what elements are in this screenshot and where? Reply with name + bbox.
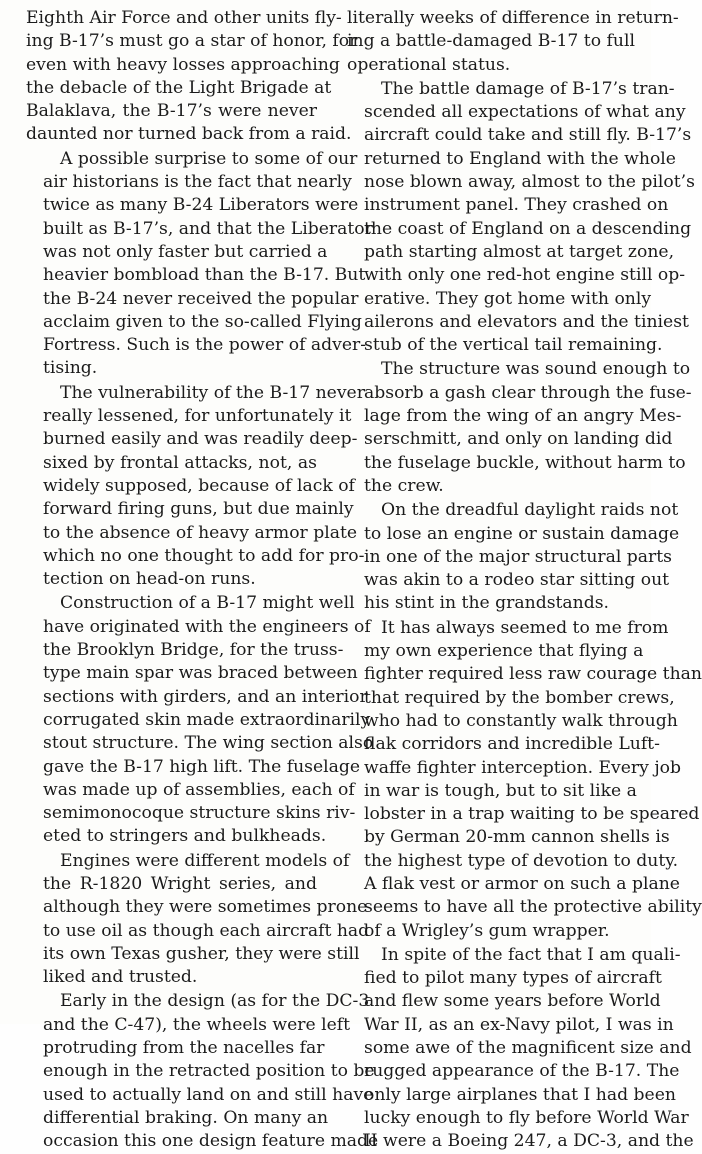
text-line: have originated with the engineers of bbox=[43, 616, 371, 637]
text-line: which no one thought to add for pro- bbox=[43, 545, 365, 566]
text-line: The battle damage of B-17’s tran- bbox=[381, 78, 675, 99]
text-line: eted to stringers and bulkheads. bbox=[43, 826, 327, 847]
text-line: II were a Boeing 247, a DC-3, and the bbox=[364, 1131, 694, 1152]
text-line: aircraft could take and still fly. B-17’s bbox=[364, 125, 692, 146]
text-line: operational status. bbox=[347, 54, 511, 75]
text-line: instrument panel. They crashed on bbox=[364, 195, 669, 216]
paragraph bbox=[26, 850, 370, 990]
paragraph bbox=[347, 358, 692, 498]
text-line: On the dreadful daylight raids not bbox=[381, 500, 679, 521]
text-line: forward firing guns, but due mainly bbox=[43, 499, 354, 520]
text-line: even with heavy losses approaching bbox=[26, 54, 340, 75]
text-line: War II, as an ex-Navy pilot, I was in bbox=[364, 1014, 674, 1035]
text-line: was made up of assemblies, each of bbox=[43, 779, 355, 800]
text-line: the crew. bbox=[364, 475, 444, 496]
text-line: built as B-17’s, and that the Liberator bbox=[43, 218, 373, 239]
text-line: really lessened, for unfortunately it bbox=[43, 406, 352, 427]
text-line: lucky enough to fly before World War bbox=[364, 1107, 689, 1128]
text-line: tising. bbox=[43, 358, 98, 379]
text-line: The vulnerability of the B-17 never bbox=[60, 382, 365, 403]
text-line: erative. They got home with only bbox=[364, 288, 652, 309]
text-line: tection on head-on runs. bbox=[43, 569, 256, 590]
paragraph bbox=[26, 148, 373, 381]
text-line: rugged appearance of the B-17. The bbox=[364, 1061, 680, 1082]
text-line: with only one red-hot engine still op- bbox=[364, 265, 686, 286]
text-line: returned to England with the whole bbox=[364, 148, 676, 169]
text-line: by German 20-mm cannon shells is bbox=[364, 827, 670, 848]
text-line: the B-24 never received the popular bbox=[43, 288, 359, 309]
text-line: to lose an engine or sustain damage bbox=[364, 523, 680, 544]
text-line: burned easily and was readily deep- bbox=[43, 429, 358, 450]
text-line: lage from the wing of an angry Mes- bbox=[364, 406, 682, 427]
paragraph bbox=[347, 944, 694, 1154]
text-line: ing a battle-damaged B-17 to full bbox=[347, 31, 635, 52]
text-line: the Brooklyn Bridge, for the truss- bbox=[43, 640, 344, 661]
text-line: and flew some years before World bbox=[364, 991, 661, 1012]
text-line: path starting almost at target zone, bbox=[364, 241, 675, 262]
text-line: the fuselage buckle, without harm to bbox=[364, 452, 686, 473]
text-line: to the absence of heavy armor plate bbox=[43, 522, 358, 543]
paragraph bbox=[26, 382, 365, 592]
text-line: his stint in the grandstands. bbox=[364, 593, 610, 614]
paragraph bbox=[347, 7, 679, 77]
text-line: some awe of the magnificent size and bbox=[364, 1038, 692, 1059]
paragraph bbox=[26, 592, 374, 848]
text-line: the highest type of devotion to duty. bbox=[364, 850, 679, 871]
text-line: that required by the bomber crews, bbox=[364, 687, 675, 708]
text-line: differential braking. On many an bbox=[43, 1107, 329, 1128]
text-line: literally weeks of difference in return- bbox=[347, 8, 679, 28]
text-line: in one of the major structural parts bbox=[364, 546, 672, 567]
text-line: sixed by frontal attacks, not, as bbox=[43, 452, 317, 473]
text-line: nose blown away, almost to the pilot’s bbox=[364, 172, 695, 193]
text-line: and the C-47), the wheels were left bbox=[43, 1014, 351, 1035]
text-line: serschmitt, and only on landing did bbox=[364, 429, 673, 450]
text-line: Fortress. Such is the power of adver- bbox=[43, 335, 367, 356]
text-line: Balaklava, the B-17’s were never bbox=[26, 101, 317, 122]
text-line: stub of the vertical tail remaining. bbox=[364, 335, 663, 356]
text-line: Early in the design (as for the DC-3 bbox=[60, 991, 370, 1012]
paragraph bbox=[26, 7, 358, 147]
text-line: occasion this one design feature made bbox=[43, 1131, 379, 1152]
text-line: scended all expectations of what any bbox=[364, 102, 686, 123]
text-line: only large airplanes that I had been bbox=[364, 1084, 676, 1105]
text-line: sections with girders, and an interior bbox=[43, 686, 368, 707]
text-line: in war is tough, but to sit like a bbox=[364, 780, 637, 801]
text-line: type main spar was braced between bbox=[43, 663, 358, 684]
text-line: liked and trusted. bbox=[43, 967, 198, 988]
text-line: gave the B-17 high lift. The fuselage bbox=[43, 756, 361, 777]
text-line: used to actually land on and still have bbox=[43, 1084, 374, 1105]
text-line: It has always seemed to me from bbox=[381, 617, 669, 638]
text-line: lobster in a trap waiting to be speared bbox=[364, 804, 700, 825]
text-line: was not only faster but carried a bbox=[43, 241, 328, 262]
text-line: acclaim given to the so-called Flying bbox=[43, 311, 362, 332]
text-line: of a Wrigley’s gum wrapper. bbox=[364, 920, 610, 941]
text-line: daunted nor turned back from a raid. bbox=[26, 124, 352, 145]
text-line: stout structure. The wing section also bbox=[43, 733, 374, 754]
text-line: The structure was sound enough to bbox=[381, 359, 691, 380]
right-column bbox=[347, 7, 702, 1154]
text-line: absorb a gash clear through the fuse- bbox=[364, 382, 692, 403]
text-line: protruding from the nacelles far bbox=[43, 1038, 325, 1059]
text-line: waffe fighter interception. Every job bbox=[364, 757, 682, 778]
text-line: the coast of England on a descending bbox=[364, 218, 692, 239]
text-line: seems to have all the protective ability bbox=[364, 897, 702, 918]
text-line: my own experience that flying a bbox=[364, 641, 644, 662]
paragraph bbox=[26, 990, 379, 1153]
text-line: fighter required less raw courage than bbox=[364, 664, 702, 685]
text-line: enough in the retracted position to be bbox=[43, 1061, 375, 1082]
paragraph bbox=[347, 499, 680, 615]
text-line: air historians is the fact that nearly bbox=[43, 172, 352, 193]
text-line: twice as many B-24 Liberators were bbox=[43, 195, 359, 216]
text-line: A possible surprise to some of our bbox=[60, 148, 358, 169]
paragraph bbox=[347, 617, 702, 943]
left-column bbox=[26, 7, 379, 1154]
text-line: flak corridors and incredible Luft- bbox=[364, 734, 660, 755]
text-line: A flak vest or armor on such a plane bbox=[364, 873, 680, 894]
paragraph bbox=[347, 78, 695, 358]
text-line: to use oil as though each aircraft had bbox=[43, 920, 370, 941]
text-line: Construction of a B-17 might well bbox=[60, 593, 355, 614]
text-line: the debacle of the Light Brigade at bbox=[26, 77, 332, 98]
text-line: although they were sometimes prone bbox=[43, 897, 368, 918]
text-line: ing B-17’s must go a star of honor, for bbox=[26, 31, 358, 52]
text-line: its own Texas gusher, they were still bbox=[43, 943, 360, 964]
text-line: Engines were different models of bbox=[60, 850, 350, 871]
text-line: semimonocoque structure skins riv- bbox=[43, 803, 356, 824]
text-line: was akin to a rodeo star sitting out bbox=[364, 570, 670, 591]
text-line: who had to constantly walk through bbox=[364, 710, 678, 731]
text-line: widely supposed, because of lack of bbox=[43, 475, 355, 496]
text-line: heavier bombload than the B-17. But bbox=[43, 265, 366, 286]
text-line: Eighth Air Force and other units fly- bbox=[26, 8, 342, 28]
text-line: In spite of the fact that I am quali- bbox=[381, 944, 681, 965]
text-line: the R-1820 Wright series, and bbox=[43, 873, 317, 894]
text-line: corrugated skin made extraordinarily bbox=[43, 709, 371, 730]
text-line: ailerons and elevators and the tiniest bbox=[364, 311, 689, 332]
text-line: fied to pilot many types of aircraft bbox=[364, 968, 662, 989]
